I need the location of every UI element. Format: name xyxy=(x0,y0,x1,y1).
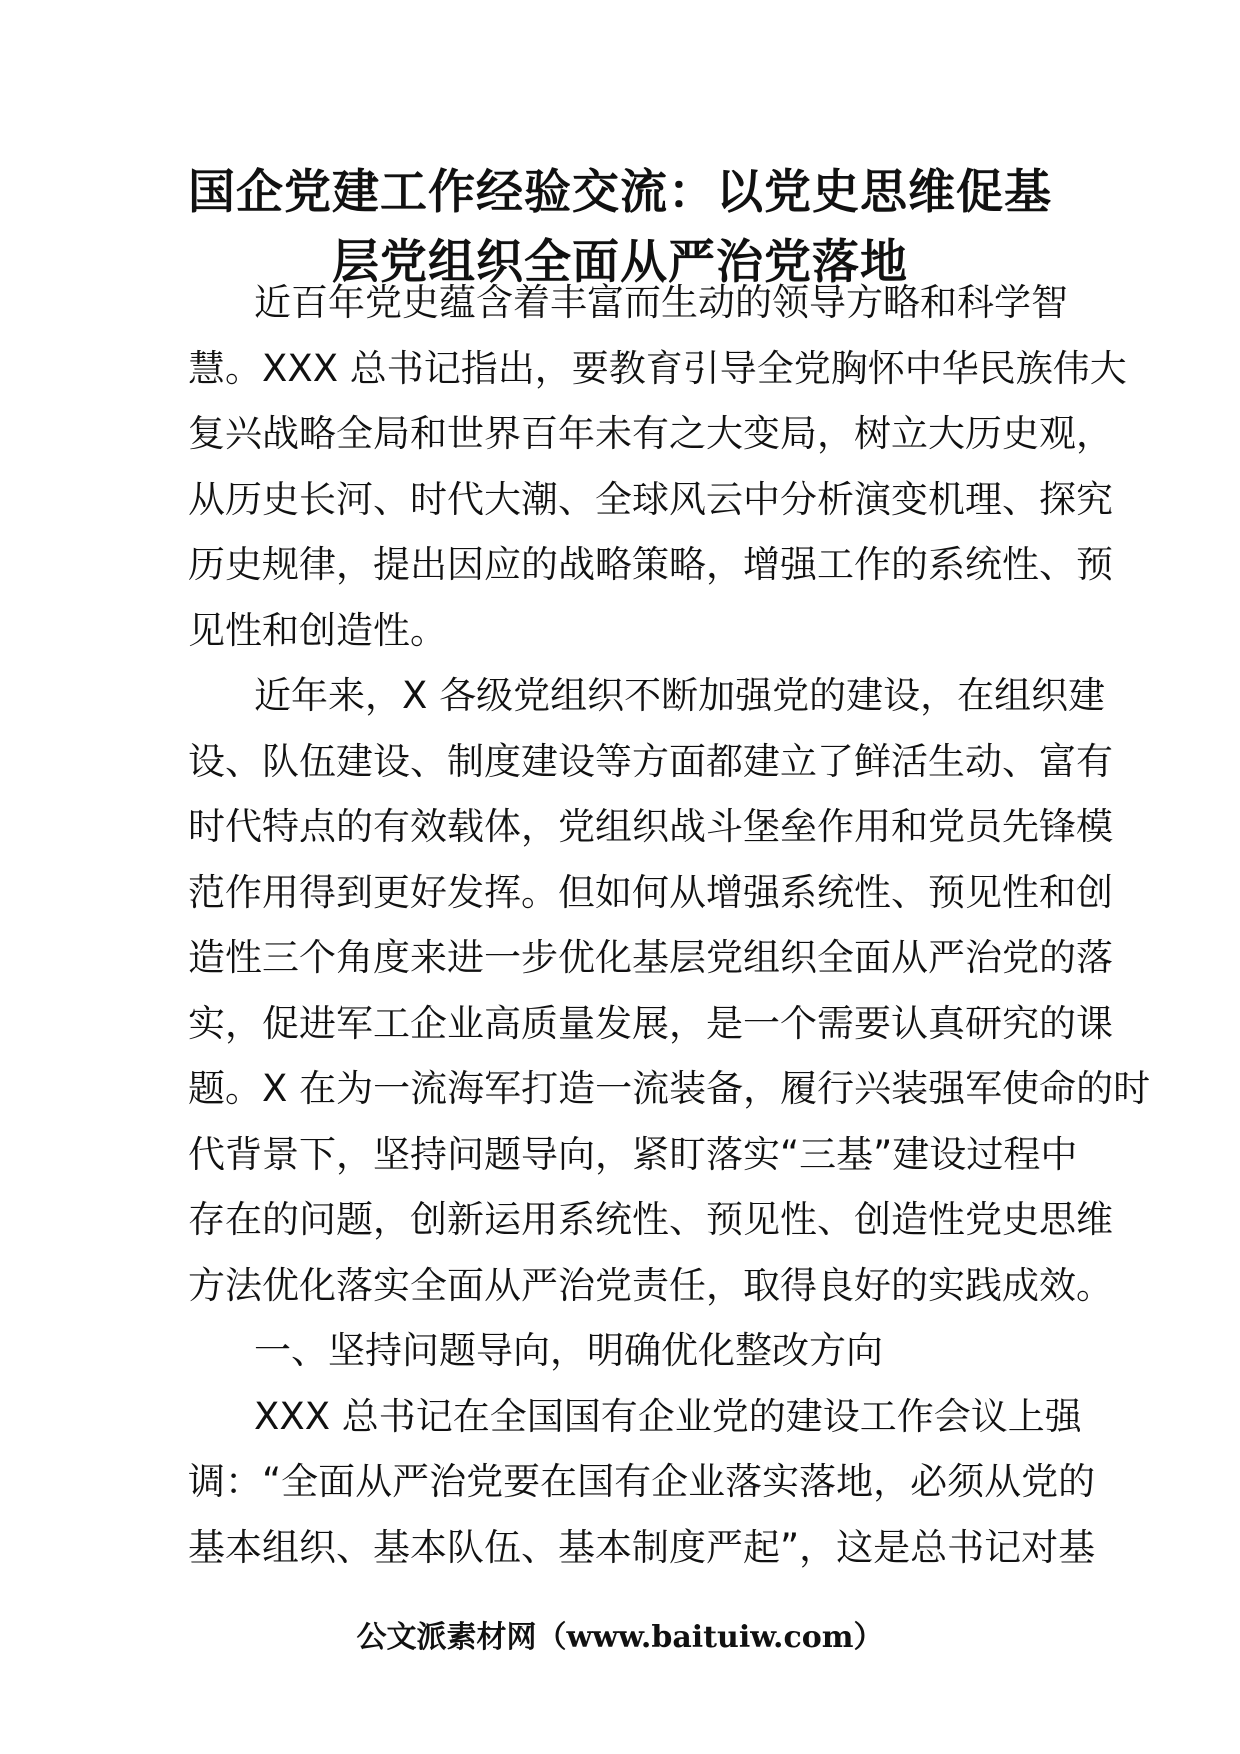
paragraph-3-line: 基本组织、基本队伍、基本制度严起”，这是总书记对基 xyxy=(188,1525,1096,1569)
paragraph-2-line: 设、队伍建设、制度建设等方面都建立了鲜活生动、富有 xyxy=(188,739,1113,783)
paragraph-2-line: 方法优化落实全面从严治党责任，取得良好的实践成效。 xyxy=(188,1263,1113,1307)
paragraph-2-line: 近年来，X 各级党组织不断加强党的建设，在组织建 xyxy=(254,674,1106,717)
paragraph-3-line: 调：“全面从严治党要在国有企业落实落地，必须从党的 xyxy=(188,1460,1096,1503)
paragraph-1-line: 历史规律，提出因应的战略策略，增强工作的系统性、预 xyxy=(188,543,1113,586)
paragraph-1-line: 复兴战略全局和世界百年未有之大变局，树立大历史观， xyxy=(188,412,1113,455)
paragraph-2-line: 范作用得到更好发挥。但如何从增强系统性、预见性和创 xyxy=(188,870,1113,914)
paragraph-2-line: 题。X 在为一流海军打造一流装备，履行兴装强军使命的时 xyxy=(188,1067,1151,1110)
paragraph-2-line: 存在的问题，创新运用系统性、预见性、创造性党史思维 xyxy=(188,1198,1113,1241)
page-footer-watermark: 公文派素材网（www.baituiw.com） xyxy=(356,1620,884,1655)
paragraph-1-line: 从历史长河、时代大潮、全球风云中分析演变机理、探究 xyxy=(188,477,1113,521)
paragraph-2-line: 实，促进军工企业高质量发展，是一个需要认真研究的课 xyxy=(188,1001,1113,1045)
paragraph-1-line: 近百年党史蕴含着丰富而生动的领导方略和科学智 xyxy=(254,281,1068,324)
title-line-2: 层党组织全面从严治党落地 xyxy=(332,235,908,290)
paragraph-2-line: 造性三个角度来进一步优化基层党组织全面从严治党的落 xyxy=(188,936,1113,979)
document-body xyxy=(188,270,1151,1580)
title-line-1: 国企党建工作经验交流：以党史思维促基 xyxy=(188,165,1052,220)
paragraph-2-line: 代背景下，坚持问题导向，紧盯落实“三基”建设过程中 xyxy=(188,1132,1078,1176)
paragraph-2-line: 时代特点的有效载体，党组织战斗堡垒作用和党员先锋模 xyxy=(188,805,1113,848)
paragraph-1-line: 见性和创造性。 xyxy=(188,608,447,652)
section-heading: 一、坚持问题导向，明确优化整改方向 xyxy=(254,1329,883,1372)
paragraph-3-line: XXX 总书记在全国国有企业党的建设工作会议上强 xyxy=(254,1394,1082,1438)
paragraph-1-line: 慧。XXX 总书记指出，要教育引导全党胸怀中华民族伟大 xyxy=(188,346,1127,390)
